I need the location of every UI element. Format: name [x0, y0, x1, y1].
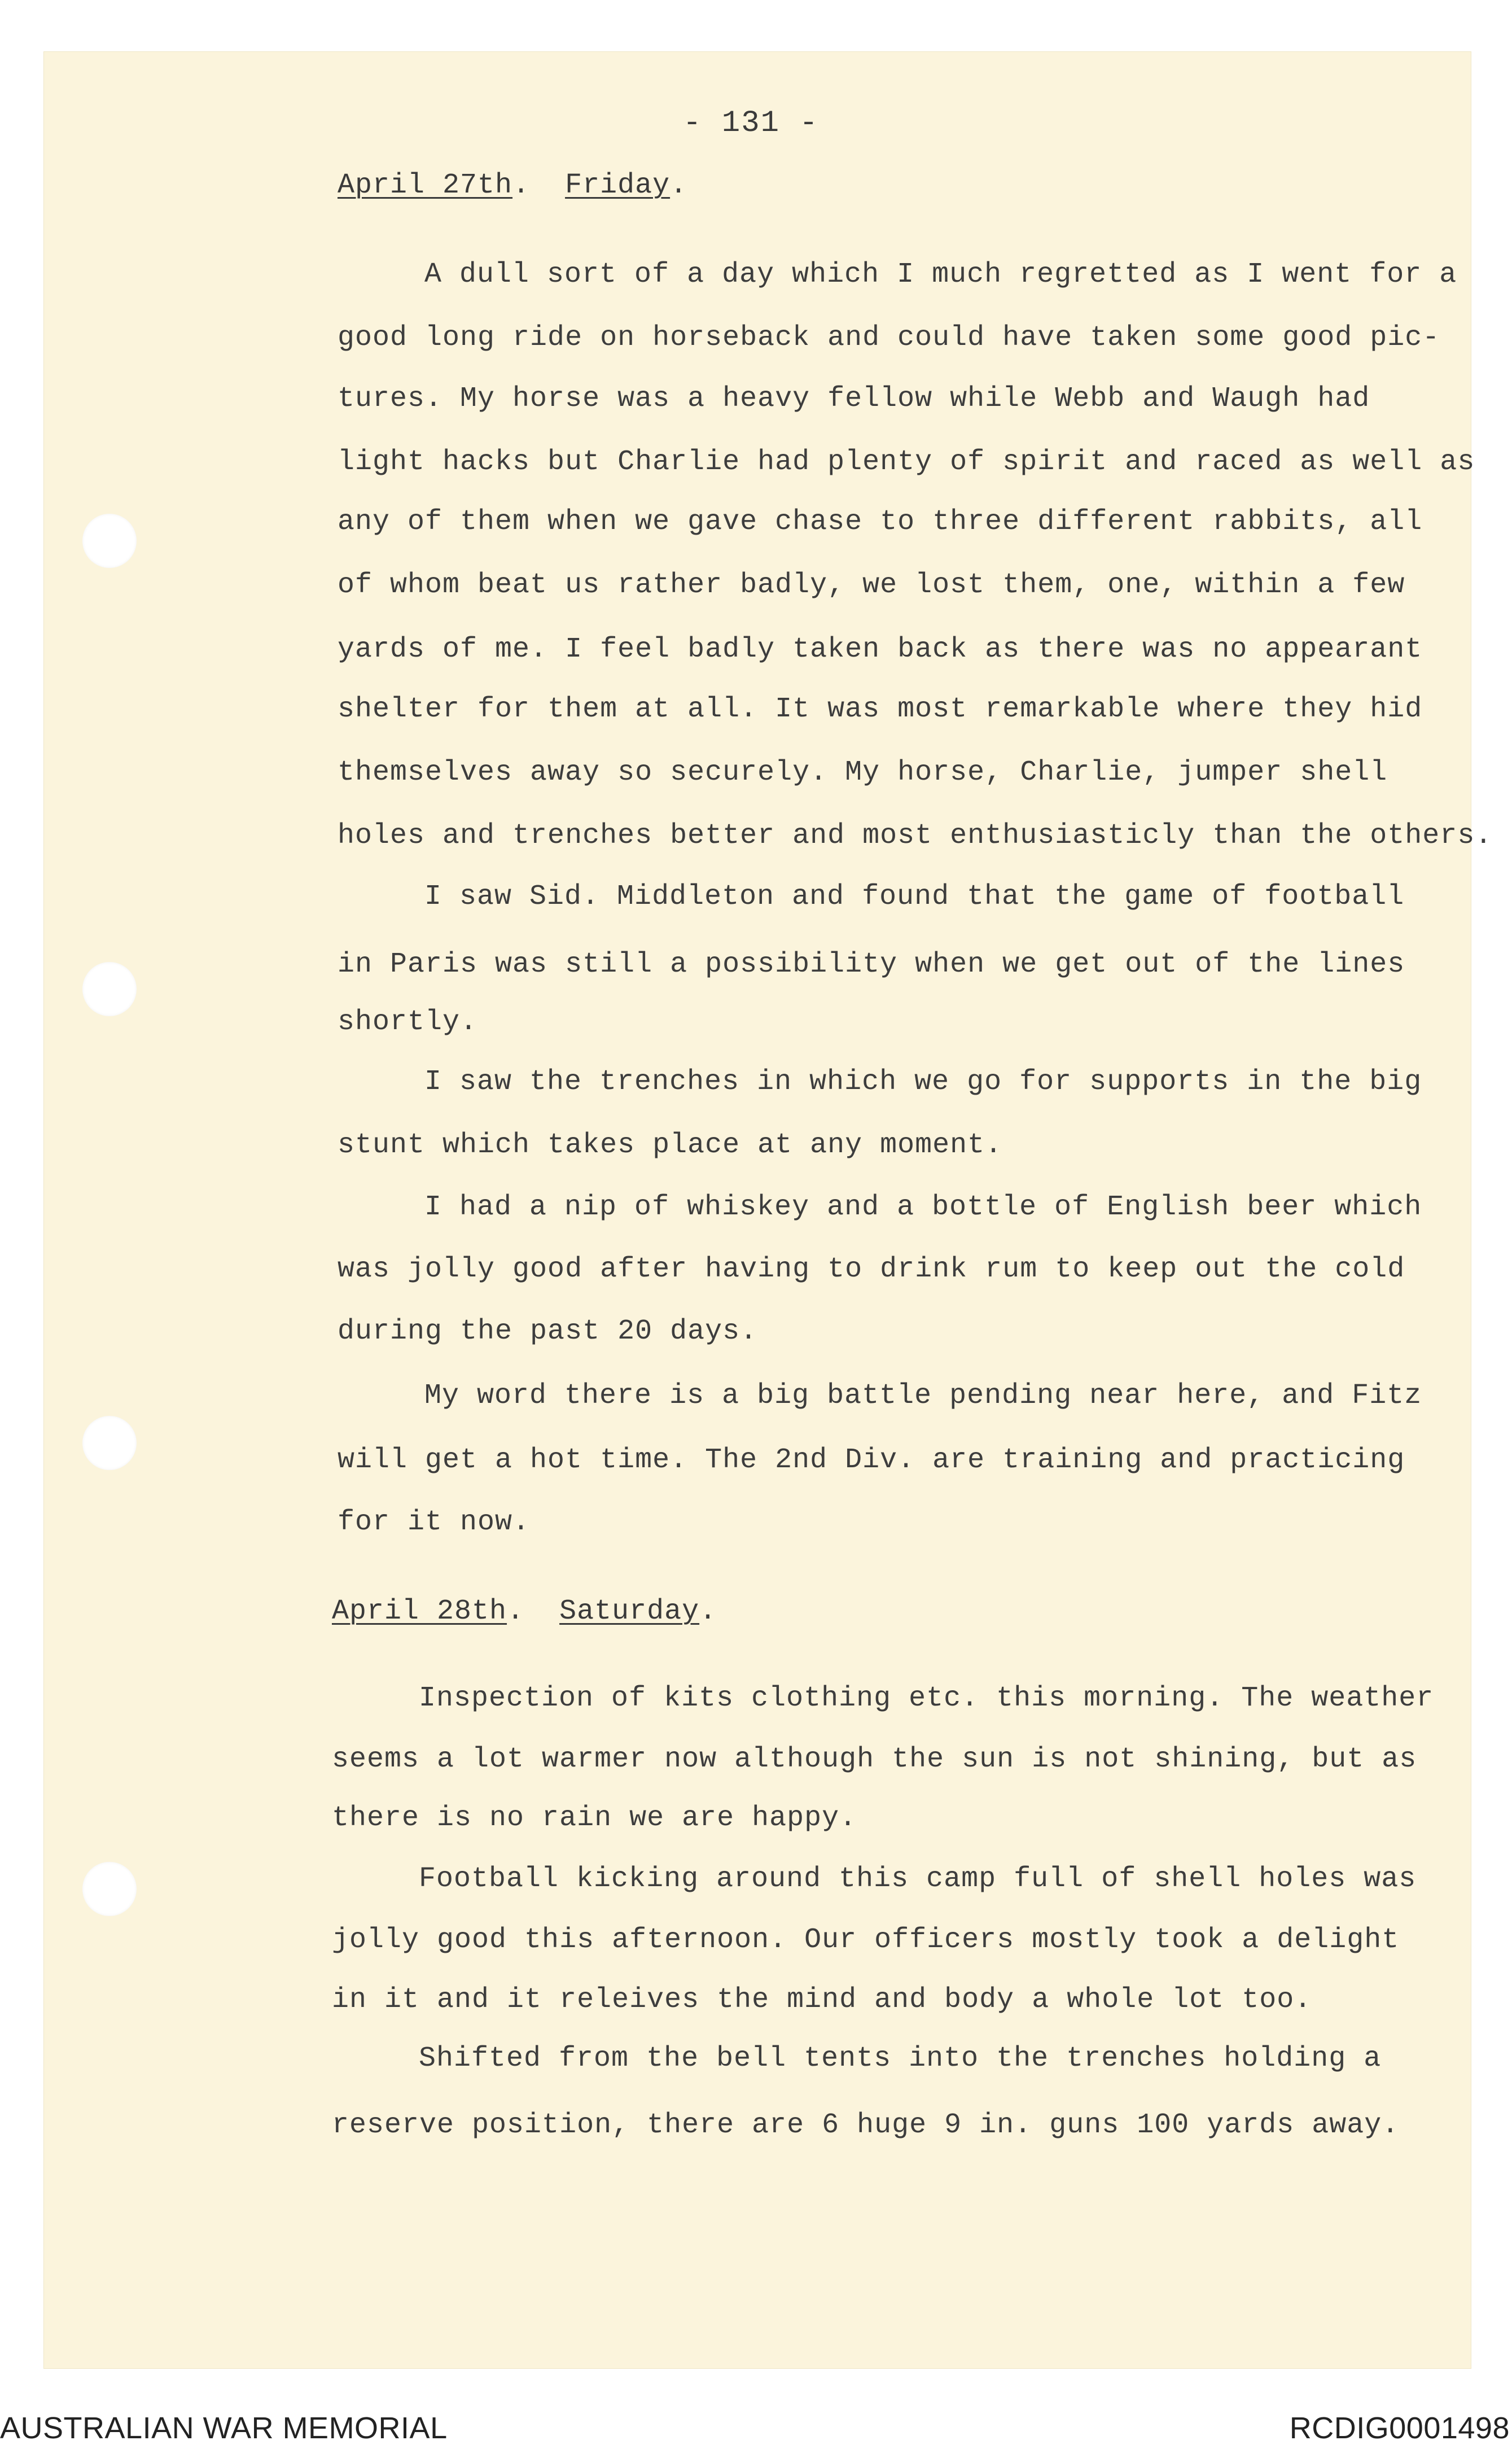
diary-line: A dull sort of a day which I much regretted as I went for a — [424, 259, 1457, 291]
diary-line: in it and it releives the mind and body a whole lot too. — [332, 1984, 1312, 2016]
archive-credit: AUSTRALIAN WAR MEMORIAL — [0, 2411, 448, 2445]
diary-line: light hacks but Charlie had plenty of spirit and raced as well as — [338, 446, 1475, 478]
punch-hole-lower — [82, 1416, 137, 1470]
entry-day: Friday — [565, 169, 670, 202]
diary-line: for it now. — [338, 1506, 531, 1538]
entry-heading: April 27th. Friday. — [338, 169, 688, 202]
entry-date: April 28th — [332, 1595, 507, 1628]
entry-heading: April 28th. Saturday. — [332, 1595, 717, 1628]
diary-line: I saw Sid. Middleton and found that the game of football — [424, 881, 1405, 913]
diary-line: will get a hot time. The 2nd Div. are training and practicing — [338, 1444, 1405, 1476]
punch-hole-middle — [82, 962, 137, 1016]
diary-line: seems a lot warmer now although the sun is not shining, but as — [332, 1743, 1417, 1775]
diary-line: Shifted from the bell tents into the trenches holding a — [419, 2043, 1382, 2075]
punch-hole-bottom — [82, 1862, 137, 1916]
diary-line: I saw the trenches in which we go for supports in the big — [424, 1066, 1422, 1098]
diary-line: Inspection of kits clothing etc. this morning. The weather — [419, 1682, 1434, 1715]
diary-line: holes and trenches better and most enthusiasticly than the others. — [338, 820, 1493, 852]
diary-line: Football kicking around this camp full of shell holes was — [419, 1863, 1417, 1895]
diary-line: stunt which takes place at any moment. — [338, 1129, 1003, 1161]
diary-line: was jolly good after having to drink rum to keep out the cold — [338, 1253, 1405, 1285]
diary-line: during the past 20 days. — [338, 1315, 758, 1348]
diary-line: in Paris was still a possibility when we get out of the lines — [338, 948, 1405, 981]
diary-line: there is no rain we are happy. — [332, 1802, 857, 1834]
punch-hole-top — [82, 514, 137, 568]
diary-line: reserve position, there are 6 huge 9 in. guns 100 yards away. — [332, 2109, 1400, 2141]
diary-line: any of them when we gave chase to three different rabbits, all — [338, 506, 1423, 538]
page-number: - 131 - — [683, 106, 819, 141]
diary-line: of whom beat us rather badly, we lost them, one, within a few — [338, 569, 1405, 601]
diary-line: jolly good this afternoon. Our officers mostly took a delight — [332, 1924, 1400, 1956]
diary-line: tures. My horse was a heavy fellow while Webb and Waugh had — [338, 383, 1370, 415]
diary-line: My word there is a big battle pending near here, and Fitz — [424, 1380, 1422, 1412]
diary-line: good long ride on horseback and could have taken some good pic- — [338, 322, 1440, 354]
diary-line: shortly. — [338, 1006, 478, 1038]
diary-line: yards of me. I feel badly taken back as there was no appearant — [338, 633, 1423, 666]
archive-reference: RCDIG0001498 — [1289, 2411, 1510, 2445]
entry-day: Saturday — [559, 1595, 700, 1628]
diary-line: themselves away so securely. My horse, Charlie, jumper shell — [338, 756, 1388, 789]
diary-line: I had a nip of whiskey and a bottle of English beer which — [424, 1191, 1422, 1223]
entry-date: April 27th — [338, 169, 513, 202]
diary-line: shelter for them at all. It was most remarkable where they hid — [338, 693, 1423, 725]
